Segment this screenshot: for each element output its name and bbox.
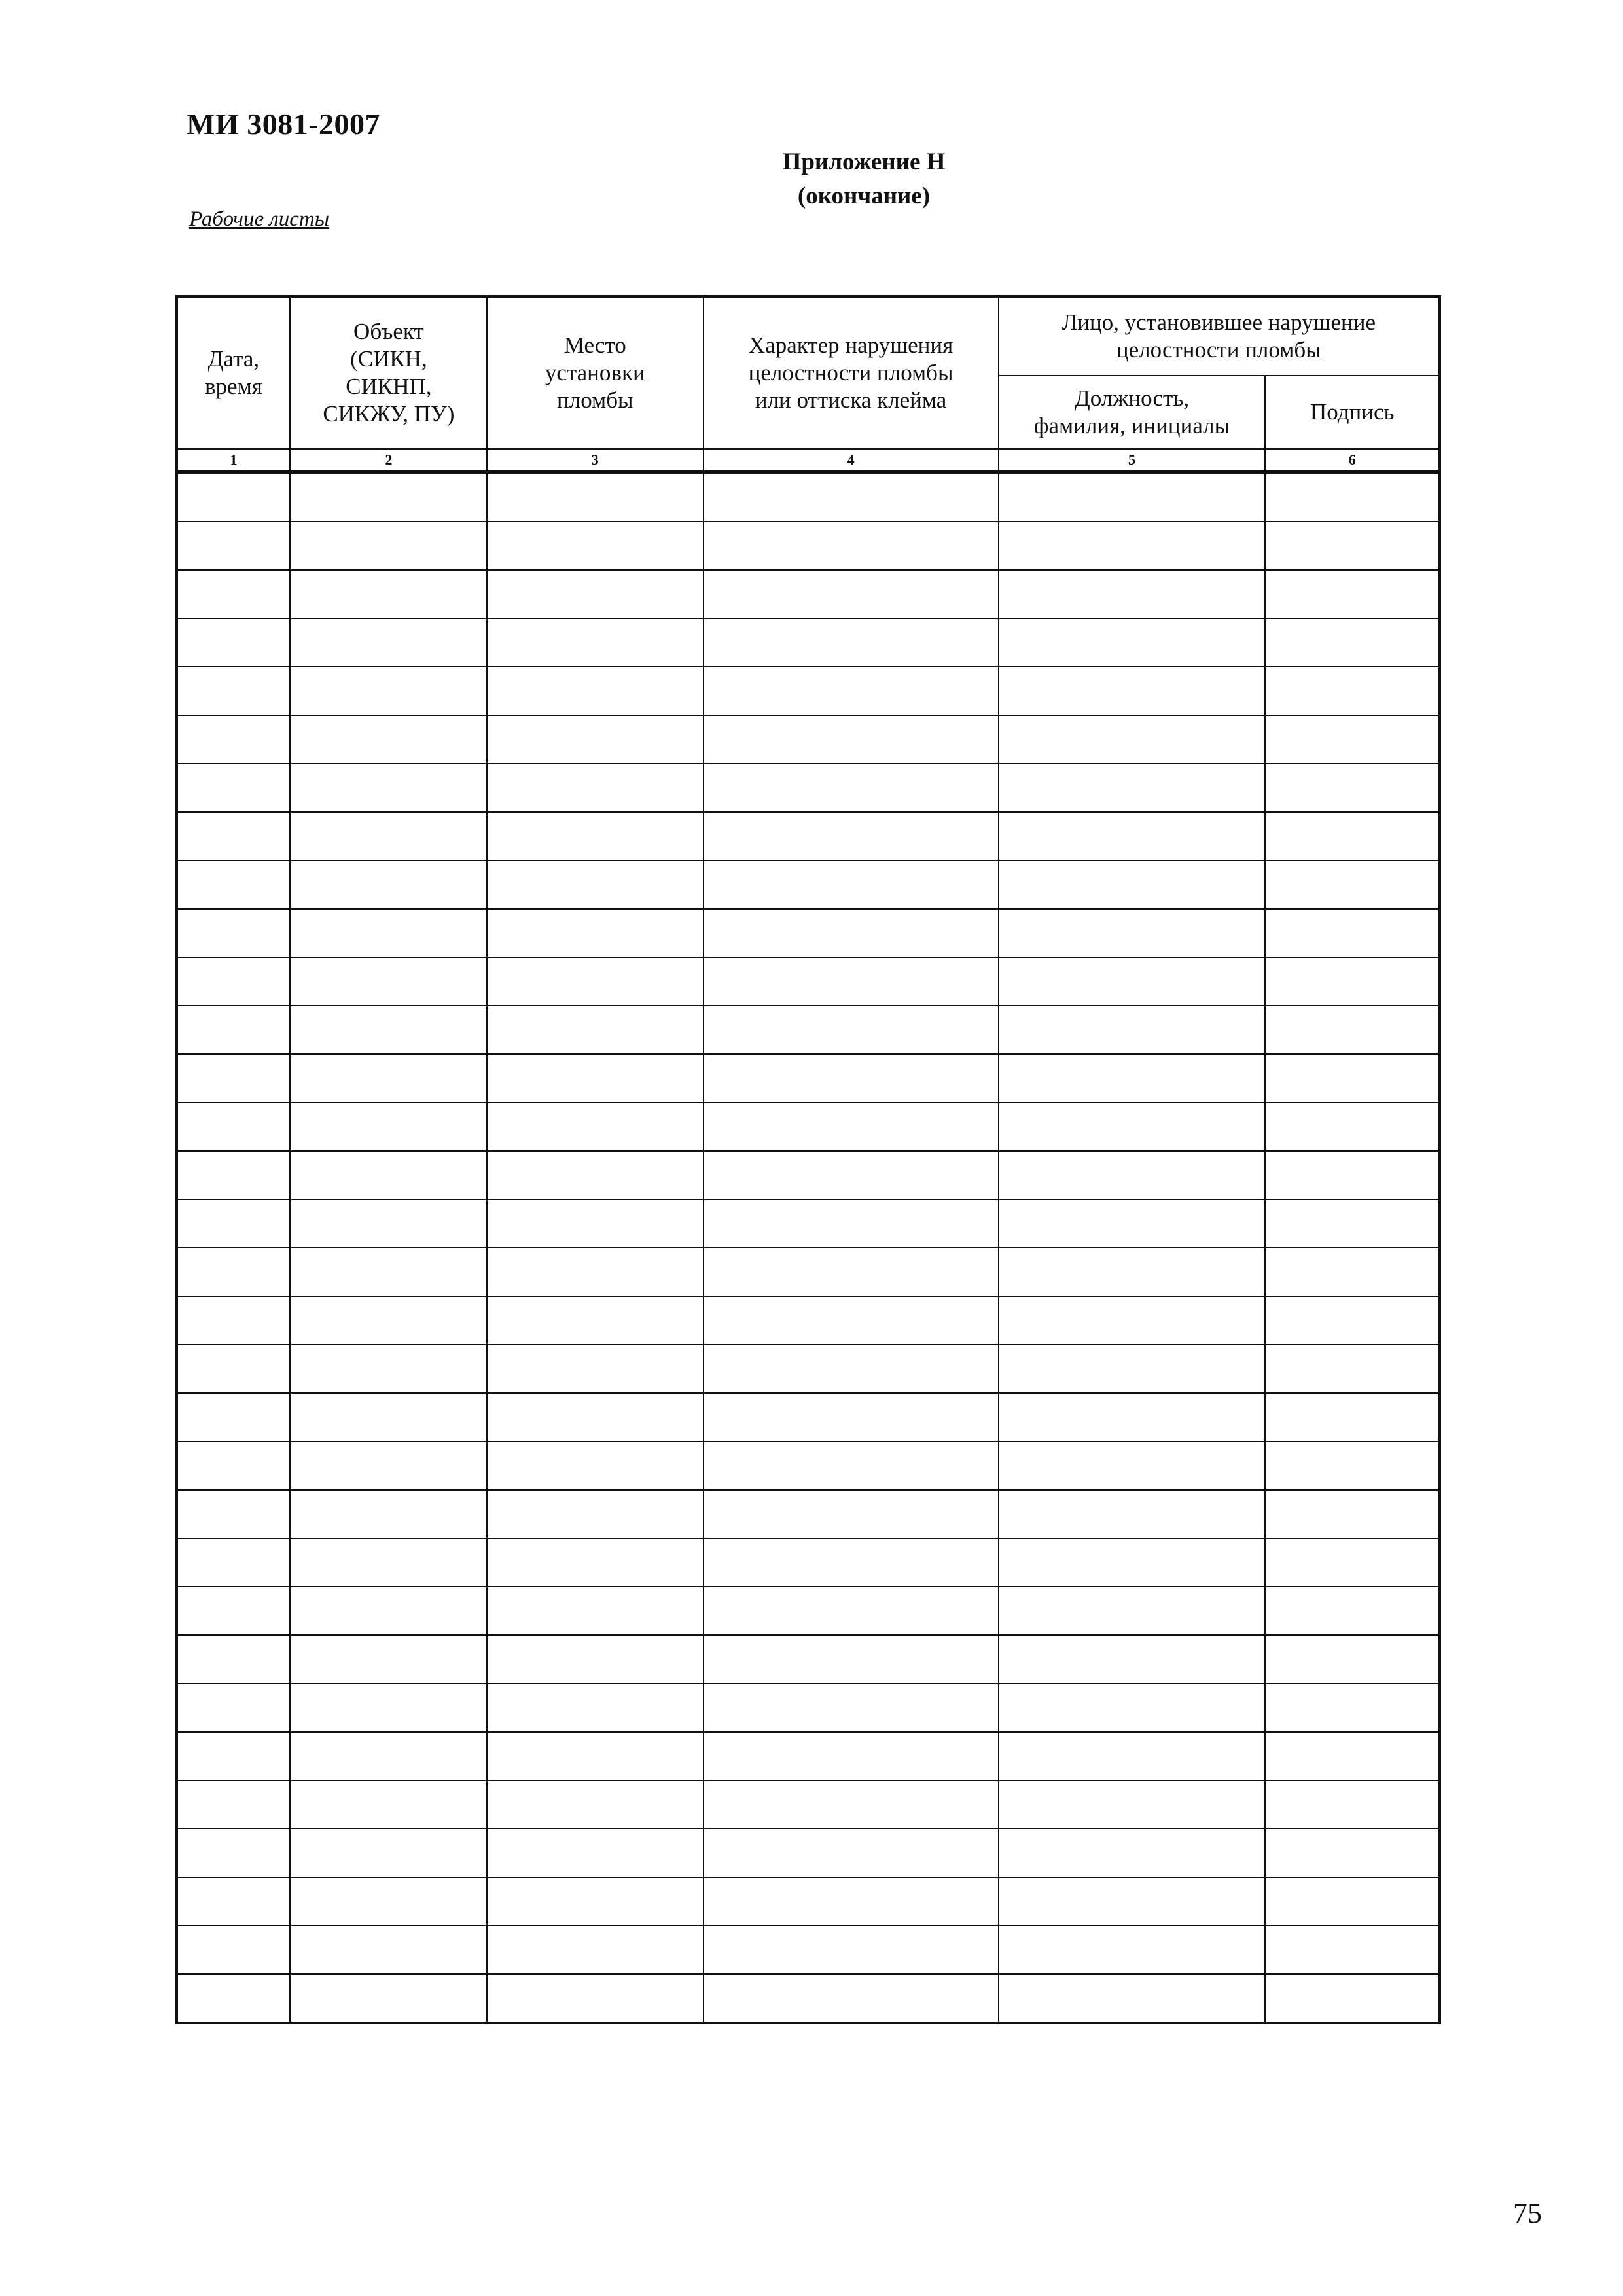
table-row xyxy=(177,1587,1440,1635)
table-cell xyxy=(177,1296,290,1345)
table-cell xyxy=(487,1684,704,1732)
table-cell xyxy=(999,715,1266,764)
table-cell xyxy=(1265,715,1440,764)
table-cell xyxy=(1265,1877,1440,1926)
header-group-line-2: целостности пломбы xyxy=(1116,337,1321,362)
header-seal-location-line-3: пломбы xyxy=(557,387,633,413)
worksheet-table xyxy=(175,295,1441,2024)
table-cell xyxy=(999,1441,1266,1490)
table-cell xyxy=(999,860,1266,909)
table-cell xyxy=(999,764,1266,812)
table-cell xyxy=(999,1345,1266,1393)
table-row xyxy=(177,1780,1440,1829)
table-cell xyxy=(177,472,290,522)
table-cell xyxy=(999,1538,1266,1587)
table-cell xyxy=(704,1103,999,1151)
table-cell xyxy=(704,812,999,860)
table-row xyxy=(177,1103,1440,1151)
table-cell xyxy=(1265,570,1440,618)
table-cell xyxy=(290,1248,487,1296)
table-cell xyxy=(290,812,487,860)
table-cell xyxy=(1265,1441,1440,1490)
table-cell xyxy=(1265,1345,1440,1393)
table-cell xyxy=(487,764,704,812)
table-cell xyxy=(487,957,704,1006)
table-cell xyxy=(290,957,487,1006)
header-signature-label: Подпись xyxy=(1310,399,1395,425)
table-cell xyxy=(704,957,999,1006)
table-cell xyxy=(290,472,487,522)
table-cell xyxy=(999,1296,1266,1345)
table-cell xyxy=(487,1732,704,1780)
table-cell xyxy=(1265,1103,1440,1151)
table-row xyxy=(177,472,1440,522)
table-cell xyxy=(177,909,290,957)
header-seal-location-line-2: установки xyxy=(544,360,645,385)
table-cell xyxy=(290,715,487,764)
table-cell xyxy=(999,1151,1266,1199)
table-cell xyxy=(1265,1393,1440,1441)
table-cell xyxy=(487,1635,704,1684)
table-cell xyxy=(290,860,487,909)
table-cell xyxy=(1265,1732,1440,1780)
table-cell xyxy=(487,715,704,764)
table-row xyxy=(177,715,1440,764)
table-cell xyxy=(1265,909,1440,957)
table-cell xyxy=(704,1732,999,1780)
table-cell xyxy=(704,1829,999,1877)
table-cell xyxy=(1265,667,1440,715)
table-cell xyxy=(177,1103,290,1151)
table-cell xyxy=(177,1587,290,1635)
table-cell xyxy=(999,1587,1266,1635)
table-cell xyxy=(704,1248,999,1296)
table-cell xyxy=(704,618,999,667)
table-cell xyxy=(290,1877,487,1926)
table-cell xyxy=(1265,1296,1440,1345)
table-cell xyxy=(704,1926,999,1974)
table-cell xyxy=(1265,1829,1440,1877)
table-cell xyxy=(1265,1684,1440,1732)
header-violation-nature-line-1: Характер нарушения xyxy=(748,332,954,358)
table-row xyxy=(177,1490,1440,1538)
table-cell xyxy=(290,1732,487,1780)
table-cell xyxy=(290,667,487,715)
header-violation-nature-line-3: или оттиска клейма xyxy=(755,387,947,413)
table-cell xyxy=(177,1877,290,1926)
table-cell xyxy=(487,1829,704,1877)
header-date-time xyxy=(177,296,290,449)
header-date-time-line-1: Дата, xyxy=(207,346,260,372)
table-cell xyxy=(290,1345,487,1393)
table-cell xyxy=(177,957,290,1006)
table-row xyxy=(177,521,1440,570)
table-cell xyxy=(704,860,999,909)
table-cell xyxy=(999,1684,1266,1732)
header-responsible-person-group xyxy=(999,296,1440,376)
table-cell xyxy=(177,1151,290,1199)
table-cell xyxy=(290,1393,487,1441)
table-cell xyxy=(1265,618,1440,667)
table-cell xyxy=(487,1296,704,1345)
table-row xyxy=(177,1054,1440,1103)
table-cell xyxy=(487,570,704,618)
table-cell xyxy=(704,1877,999,1926)
table-cell xyxy=(487,1199,704,1248)
table-row xyxy=(177,909,1440,957)
table-cell xyxy=(1265,764,1440,812)
column-number-4: 4 xyxy=(704,449,999,472)
header-object-line-1: Объект xyxy=(353,319,424,344)
table-cell xyxy=(177,1538,290,1587)
table-cell xyxy=(487,1103,704,1151)
column-number-5: 5 xyxy=(999,449,1266,472)
table-cell xyxy=(1265,812,1440,860)
table-body xyxy=(177,472,1440,2024)
header-position-name xyxy=(999,376,1266,449)
table-cell xyxy=(290,521,487,570)
table-cell xyxy=(1265,860,1440,909)
table-cell xyxy=(704,1490,999,1538)
table-cell xyxy=(487,812,704,860)
table-cell xyxy=(999,667,1266,715)
table-cell xyxy=(1265,1926,1440,1974)
table-row xyxy=(177,1151,1440,1199)
table-row xyxy=(177,860,1440,909)
table-cell xyxy=(487,860,704,909)
table-cell xyxy=(704,1054,999,1103)
table-row xyxy=(177,1296,1440,1345)
table-cell xyxy=(1265,1151,1440,1199)
table-cell xyxy=(999,570,1266,618)
table-cell xyxy=(290,1441,487,1490)
table-cell xyxy=(999,521,1266,570)
table-cell xyxy=(177,1490,290,1538)
table-cell xyxy=(487,1006,704,1054)
table-cell xyxy=(704,521,999,570)
table-cell xyxy=(290,1151,487,1199)
table-row xyxy=(177,957,1440,1006)
table-cell xyxy=(704,1635,999,1684)
table-cell xyxy=(704,1974,999,2023)
table-cell xyxy=(487,667,704,715)
table-cell xyxy=(487,1490,704,1538)
table-cell xyxy=(487,1877,704,1926)
header-violation-nature-line-2: целостности пломбы xyxy=(748,360,954,385)
table-cell xyxy=(177,1780,290,1829)
table-row xyxy=(177,1345,1440,1393)
table-cell xyxy=(704,1393,999,1441)
table-row xyxy=(177,1974,1440,2023)
table-cell xyxy=(290,1974,487,2023)
table-cell xyxy=(1265,1490,1440,1538)
table-cell xyxy=(1265,1248,1440,1296)
table-cell xyxy=(999,1829,1266,1877)
table-cell xyxy=(999,1926,1266,1974)
table-cell xyxy=(290,1006,487,1054)
header-date-time-line-2: время xyxy=(205,374,262,399)
table-cell xyxy=(177,1248,290,1296)
table-cell xyxy=(290,570,487,618)
table-cell xyxy=(999,618,1266,667)
appendix-heading xyxy=(654,145,1073,213)
table-cell xyxy=(290,1296,487,1345)
header-position-name-line-2: фамилия, инициалы xyxy=(1033,413,1230,438)
table-cell xyxy=(290,1684,487,1732)
table-row xyxy=(177,570,1440,618)
header-group-line-1: Лицо, установившее нарушение xyxy=(1061,309,1376,335)
table-cell xyxy=(999,1490,1266,1538)
table-cell xyxy=(1265,1587,1440,1635)
table-cell xyxy=(999,472,1266,522)
table-cell xyxy=(177,1054,290,1103)
header-object-line-3: СИКНП, xyxy=(346,374,432,399)
worksheets-label: Рабочие листы xyxy=(189,207,330,231)
table-cell xyxy=(999,1248,1266,1296)
table-cell xyxy=(704,472,999,522)
table-cell xyxy=(177,521,290,570)
table-cell xyxy=(290,1587,487,1635)
table-cell xyxy=(704,570,999,618)
table-cell xyxy=(290,1829,487,1877)
table-cell xyxy=(1265,1538,1440,1587)
header-object-line-2: (СИКН, xyxy=(350,346,427,372)
table-cell xyxy=(999,909,1266,957)
table-cell xyxy=(999,1877,1266,1926)
table-cell xyxy=(999,1103,1266,1151)
table-cell xyxy=(999,1635,1266,1684)
table-cell xyxy=(177,1199,290,1248)
table-cell xyxy=(290,1054,487,1103)
table-cell xyxy=(1265,1780,1440,1829)
table-cell xyxy=(487,909,704,957)
table-cell xyxy=(177,1006,290,1054)
header-position-name-line-1: Должность, xyxy=(1074,385,1190,411)
table-cell xyxy=(177,764,290,812)
table-cell xyxy=(177,1345,290,1393)
table-cell xyxy=(177,1974,290,2023)
table-cell xyxy=(1265,1054,1440,1103)
table-cell xyxy=(487,1974,704,2023)
table-cell xyxy=(999,1054,1266,1103)
table-cell xyxy=(177,715,290,764)
header-object xyxy=(290,296,487,449)
table-cell xyxy=(290,1780,487,1829)
table-row xyxy=(177,1829,1440,1877)
table-cell xyxy=(177,667,290,715)
column-number-3: 3 xyxy=(487,449,704,472)
table-cell xyxy=(177,1393,290,1441)
table-cell xyxy=(704,715,999,764)
table-cell xyxy=(487,1587,704,1635)
table-row xyxy=(177,1199,1440,1248)
table-cell xyxy=(487,1926,704,1974)
column-number-6: 6 xyxy=(1265,449,1440,472)
table-cell xyxy=(704,1538,999,1587)
table-cell xyxy=(177,1926,290,1974)
table-row xyxy=(177,812,1440,860)
table-cell xyxy=(290,909,487,957)
table-row xyxy=(177,1926,1440,1974)
table-cell xyxy=(999,1393,1266,1441)
table-cell xyxy=(487,1345,704,1393)
table-row xyxy=(177,1441,1440,1490)
table-cell xyxy=(704,1684,999,1732)
table-cell xyxy=(999,957,1266,1006)
table-cell xyxy=(704,1441,999,1490)
table-cell xyxy=(177,1829,290,1877)
table-cell xyxy=(1265,1974,1440,2023)
table-cell xyxy=(290,1635,487,1684)
table-cell xyxy=(999,1780,1266,1829)
table-cell xyxy=(487,1393,704,1441)
table-row xyxy=(177,667,1440,715)
table-cell xyxy=(704,764,999,812)
table-cell xyxy=(704,1151,999,1199)
column-number-2: 2 xyxy=(290,449,487,472)
table-cell xyxy=(1265,1635,1440,1684)
table-cell xyxy=(704,1587,999,1635)
table-cell xyxy=(487,521,704,570)
table-cell xyxy=(1265,1006,1440,1054)
table-cell xyxy=(487,1151,704,1199)
table-cell xyxy=(487,618,704,667)
table-cell xyxy=(1265,472,1440,522)
page-number: 75 xyxy=(1513,2197,1542,2229)
table-cell xyxy=(999,1732,1266,1780)
table-cell xyxy=(704,1199,999,1248)
table-cell xyxy=(177,812,290,860)
table-row xyxy=(177,1877,1440,1926)
table-cell xyxy=(704,1296,999,1345)
table-cell xyxy=(487,1248,704,1296)
table-row xyxy=(177,1684,1440,1732)
document-code: МИ 3081-2007 xyxy=(187,107,381,141)
table-cell xyxy=(177,1635,290,1684)
table-cell xyxy=(999,812,1266,860)
table-cell xyxy=(290,1490,487,1538)
table-cell xyxy=(704,1780,999,1829)
table-cell xyxy=(290,618,487,667)
table-cell xyxy=(177,570,290,618)
table-cell xyxy=(1265,1199,1440,1248)
header-violation-nature xyxy=(704,296,999,449)
table-cell xyxy=(177,1684,290,1732)
table-row xyxy=(177,618,1440,667)
table-cell xyxy=(999,1974,1266,2023)
table-cell xyxy=(290,1103,487,1151)
header-seal-location-line-1: Место xyxy=(563,332,626,358)
table-cell xyxy=(487,1780,704,1829)
table-row xyxy=(177,1538,1440,1587)
table-cell xyxy=(487,1441,704,1490)
table-cell xyxy=(290,764,487,812)
table-cell xyxy=(1265,521,1440,570)
table-cell xyxy=(704,667,999,715)
table-row xyxy=(177,1635,1440,1684)
table-cell xyxy=(290,1926,487,1974)
header-signature xyxy=(1265,376,1440,449)
table-cell xyxy=(487,1538,704,1587)
table-cell xyxy=(487,1054,704,1103)
table-cell xyxy=(177,1441,290,1490)
table-row xyxy=(177,1006,1440,1054)
table-cell xyxy=(704,1006,999,1054)
table-cell xyxy=(487,472,704,522)
table-cell xyxy=(177,618,290,667)
header-seal-location xyxy=(487,296,704,449)
table-cell xyxy=(704,909,999,957)
header-object-line-4: СИКЖУ, ПУ) xyxy=(323,401,455,427)
table-cell xyxy=(177,1732,290,1780)
table-cell xyxy=(290,1199,487,1248)
table-cell xyxy=(177,860,290,909)
table-cell xyxy=(999,1199,1266,1248)
table-cell xyxy=(1265,957,1440,1006)
table-row xyxy=(177,1248,1440,1296)
table-row xyxy=(177,1732,1440,1780)
table-cell xyxy=(999,1006,1266,1054)
appendix-subtitle: (окончание) xyxy=(797,183,931,209)
table-row xyxy=(177,1393,1440,1441)
table-cell xyxy=(290,1538,487,1587)
appendix-title: Приложение Н xyxy=(782,149,946,175)
table-row xyxy=(177,764,1440,812)
column-number-1: 1 xyxy=(177,449,290,472)
table-cell xyxy=(704,1345,999,1393)
